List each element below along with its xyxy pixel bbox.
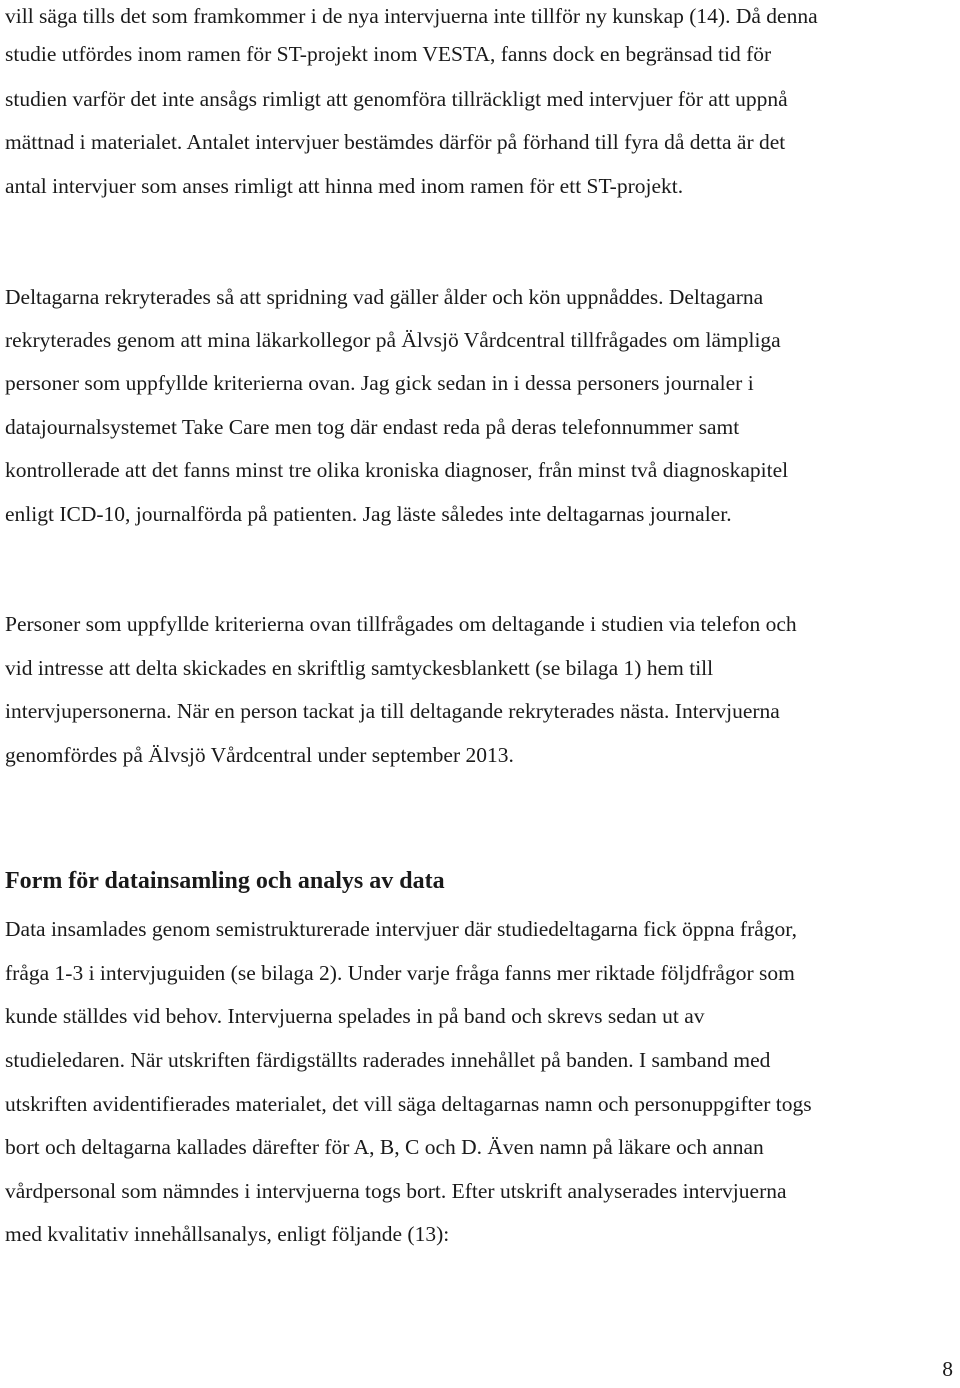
text-line: studieledaren. När utskriften färdigställts raderades innehållet på banden. I samband med (5, 1048, 771, 1072)
text-line: intervjupersonerna. När en person tackat ja till deltagande rekryterades nästa. Intervjuerna (5, 699, 780, 723)
text-line: utskriften avidentifierades materialet, det vill säga deltagarnas namn och personuppgifter togs (5, 1092, 812, 1116)
text-line: kontrollerade att det fanns minst tre olika kroniska diagnoser, från minst två diagnoskapitel (5, 458, 789, 482)
text-line: fråga 1-3 i intervjuguiden (se bilaga 2). Under varje fråga fanns mer riktade följdfrågor som (5, 961, 795, 985)
text-line: rekryterades genom att mina läkarkollegor på Älvsjö Vårdcentral tillfrågades om lämpliga (5, 328, 781, 352)
text-line: genomfördes på Älvsjö Vårdcentral under september 2013. (5, 743, 514, 767)
text-line: med kvalitativ innehållsanalys, enligt följande (13): (5, 1222, 450, 1246)
text-line: kunde ställdes vid behov. Intervjuerna spelades in på band och skrevs sedan ut av (5, 1004, 705, 1028)
text-line: studie utfördes inom ramen för ST-projekt inom VESTA, fanns dock en begränsad tid för (5, 42, 772, 66)
section-heading: Form för datainsamling och analys av data (5, 868, 445, 894)
text-line: antal intervjuer som anses rimligt att hinna med inom ramen för ett ST-projekt. (5, 174, 684, 198)
text-line: datajournalsystemet Take Care men tog där endast reda på deras telefonnummer samt (5, 415, 740, 439)
text-line: vill säga tills det som framkommer i de nya intervjuerna inte tillför ny kunskap (14). Då denna (5, 4, 818, 28)
page-number: 8 (942, 1357, 953, 1381)
text-line: Personer som uppfyllde kriterierna ovan tillfrågades om deltagande i studien via telefon och (5, 612, 797, 636)
text-line: Data insamlades genom semistrukturerade intervjuer där studiedeltagarna fick öppna frågor, (5, 917, 797, 941)
text-line: vårdpersonal som nämndes i intervjuerna togs bort. Efter utskrift analyserades intervjuerna (5, 1179, 787, 1203)
text-line: personer som uppfyllde kriterierna ovan. Jag gick sedan in i dessa personers journaler i (5, 371, 754, 395)
text-line: vid intresse att delta skickades en skriftlig samtyckesblankett (se bilaga 1) hem till (5, 656, 714, 680)
text-line: bort och deltagarna kallades därefter för A, B, C och D. Även namn på läkare och annan (5, 1135, 764, 1159)
text-line: enligt ICD-10, journalförda på patienten. Jag läste således inte deltagarnas journaler. (5, 502, 732, 526)
text-line: mättnad i materialet. Antalet intervjuer bestämdes därför på förhand till fyra då detta är det (5, 130, 786, 154)
text-line: Deltagarna rekryterades så att spridning vad gäller ålder och kön uppnåddes. Deltagarna (5, 285, 764, 309)
text-line: studien varför det inte ansågs rimligt att genomföra tillräckligt med intervjuer för att uppnå (5, 87, 788, 111)
